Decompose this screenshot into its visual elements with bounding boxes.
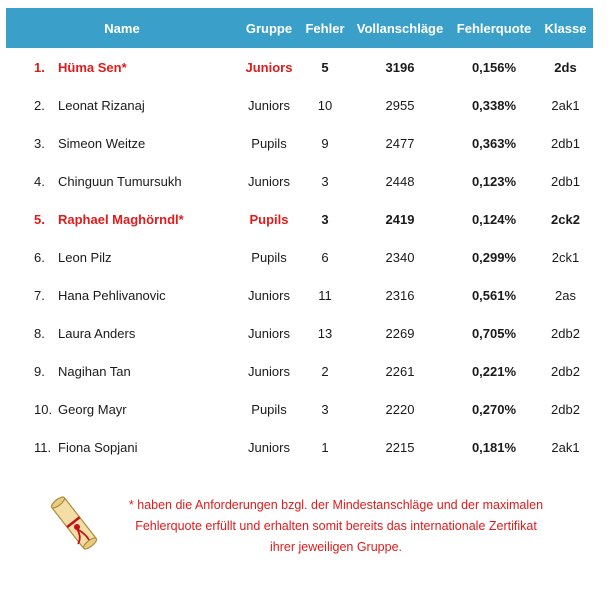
- row-gruppe: Pupils: [251, 135, 287, 151]
- row-fehlerquote: 0,181%: [471, 439, 517, 455]
- table-header: [6, 8, 593, 48]
- footnote: [100, 495, 572, 558]
- footnote-line-2: Fehlerquote erfüllt und erhalten somit bereits das internationale Zertifikat: [135, 519, 537, 533]
- row-fehlerquote: 0,123%: [471, 173, 517, 189]
- row-rank: 6.: [34, 249, 45, 265]
- row-name-text: Nagihan Tan: [58, 363, 131, 379]
- row-fehlerquote: 0,156%: [471, 59, 517, 75]
- row-name-text: Leon Pilz: [58, 249, 112, 265]
- row-rank: 1.: [34, 59, 45, 75]
- row-rank: 11.: [34, 439, 52, 455]
- row-fehler: 5: [321, 59, 329, 75]
- row-name-text: Laura Anders: [58, 325, 136, 341]
- row-fehlerquote: 0,363%: [471, 135, 517, 151]
- row-name: [6, 136, 238, 151]
- row-fehlerquote: 0,705%: [471, 325, 517, 341]
- row-rank: 4.: [34, 173, 45, 189]
- row-vollanschlaege: 2477: [385, 135, 415, 151]
- row-vollanschlaege: 2955: [385, 97, 415, 113]
- row-fehlerquote: 0,561%: [471, 287, 517, 303]
- row-vollanschlaege: 2340: [385, 249, 415, 265]
- row-fehler: 13: [317, 325, 333, 341]
- row-name-text: Hüma Sen*: [58, 59, 127, 75]
- table-row: [6, 124, 593, 162]
- row-klasse: 2ak1: [551, 97, 580, 113]
- column-header-klasse: Klasse: [544, 20, 587, 36]
- row-gruppe: Juniors: [248, 325, 290, 341]
- row-klasse: 2db2: [551, 325, 580, 341]
- row-gruppe: Pupils: [251, 249, 287, 265]
- row-fehler: 9: [321, 135, 329, 151]
- row-vollanschlaege: 2448: [385, 173, 415, 189]
- row-name: [6, 250, 238, 265]
- column-header-name: Name: [104, 20, 140, 36]
- row-vollanschlaege: 2215: [385, 439, 415, 455]
- row-name: [6, 288, 238, 303]
- table-row: [6, 352, 593, 390]
- row-rank: 7.: [34, 287, 45, 303]
- row-name: [6, 326, 238, 341]
- row-gruppe: Juniors: [248, 173, 290, 189]
- row-klasse: 2ck2: [551, 211, 580, 227]
- row-name-text: Leonat Rizanaj: [58, 97, 145, 113]
- row-gruppe: Pupils: [251, 401, 287, 417]
- row-rank: 3.: [34, 135, 45, 151]
- row-klasse: 2db2: [551, 401, 580, 417]
- row-klasse: 2db1: [551, 135, 580, 151]
- row-fehler: 11: [318, 287, 332, 303]
- table-row: [6, 86, 593, 124]
- column-header-vollanschlaege: Vollanschläge: [356, 20, 444, 36]
- table-row: [6, 276, 593, 314]
- row-name: [6, 212, 238, 227]
- row-klasse: 2ck1: [551, 249, 580, 265]
- row-name: [6, 402, 238, 417]
- table-row: [6, 200, 593, 238]
- footnote-line-3: ihrer jeweiligen Gruppe.: [269, 540, 402, 554]
- row-rank: 5.: [34, 211, 45, 227]
- row-klasse: 2ds: [554, 59, 577, 75]
- row-gruppe: Juniors: [248, 97, 290, 113]
- scroll-diploma-icon: [46, 492, 102, 554]
- row-name: [6, 98, 238, 113]
- row-gruppe: Juniors: [245, 59, 293, 75]
- table-row: [6, 162, 593, 200]
- table-row: [6, 48, 593, 86]
- row-klasse: 2as: [555, 287, 576, 303]
- row-vollanschlaege: 2261: [385, 363, 415, 379]
- table-row: [6, 390, 593, 428]
- row-name-text: Hana Pehlivanovic: [58, 287, 166, 303]
- row-name-text: Simeon Weitze: [58, 135, 146, 151]
- row-fehler: 3: [321, 173, 329, 189]
- row-name: [6, 174, 238, 189]
- row-vollanschlaege: 2419: [385, 211, 415, 227]
- row-gruppe: Juniors: [248, 363, 290, 379]
- row-rank: 2.: [34, 97, 45, 113]
- footnote-line-1: * haben die Anforderungen bzgl. der Mindestanschläge und der maximalen: [128, 498, 544, 512]
- row-vollanschlaege: 2269: [385, 325, 415, 341]
- row-fehler: 6: [321, 249, 329, 265]
- row-fehler: 10: [317, 97, 333, 113]
- row-gruppe: Juniors: [248, 287, 290, 303]
- row-vollanschlaege: 2220: [385, 401, 415, 417]
- row-name: [6, 440, 238, 455]
- row-name-text: Raphael Maghörndl*: [58, 211, 184, 227]
- row-fehler: 1: [321, 439, 329, 455]
- column-header-fehler: Fehler: [305, 20, 345, 36]
- row-gruppe: Pupils: [249, 211, 289, 227]
- row-klasse: 2ak1: [551, 439, 580, 455]
- row-fehlerquote: 0,270%: [471, 401, 517, 417]
- row-rank: 9.: [34, 363, 45, 379]
- row-fehlerquote: 0,124%: [471, 211, 517, 227]
- row-fehler: 2: [321, 363, 329, 379]
- row-fehlerquote: 0,299%: [471, 249, 517, 265]
- table-row: [6, 428, 593, 466]
- table-row: [6, 238, 593, 276]
- row-name-text: Chinguun Tumursukh: [58, 173, 182, 189]
- column-header-fehlerquote: Fehlerquote: [456, 20, 532, 36]
- row-name: [6, 364, 238, 379]
- row-rank: 10.: [34, 401, 53, 417]
- results-table: [6, 8, 593, 466]
- row-vollanschlaege: 3196: [385, 59, 415, 75]
- table-row: [6, 314, 593, 352]
- row-name-text: Georg Mayr: [58, 401, 127, 417]
- row-klasse: 2db1: [551, 173, 580, 189]
- row-gruppe: Juniors: [248, 439, 290, 455]
- row-vollanschlaege: 2316: [385, 287, 415, 303]
- row-name-text: Fiona Sopjani: [58, 439, 138, 455]
- table-body: [6, 48, 593, 466]
- column-header-gruppe: Gruppe: [245, 20, 293, 36]
- row-fehlerquote: 0,221%: [471, 363, 517, 379]
- row-klasse: 2db2: [551, 363, 580, 379]
- row-fehler: 3: [321, 401, 329, 417]
- row-fehlerquote: 0,338%: [471, 97, 517, 113]
- row-fehler: 3: [321, 211, 329, 227]
- row-name: [6, 60, 238, 75]
- row-rank: 8.: [34, 325, 45, 341]
